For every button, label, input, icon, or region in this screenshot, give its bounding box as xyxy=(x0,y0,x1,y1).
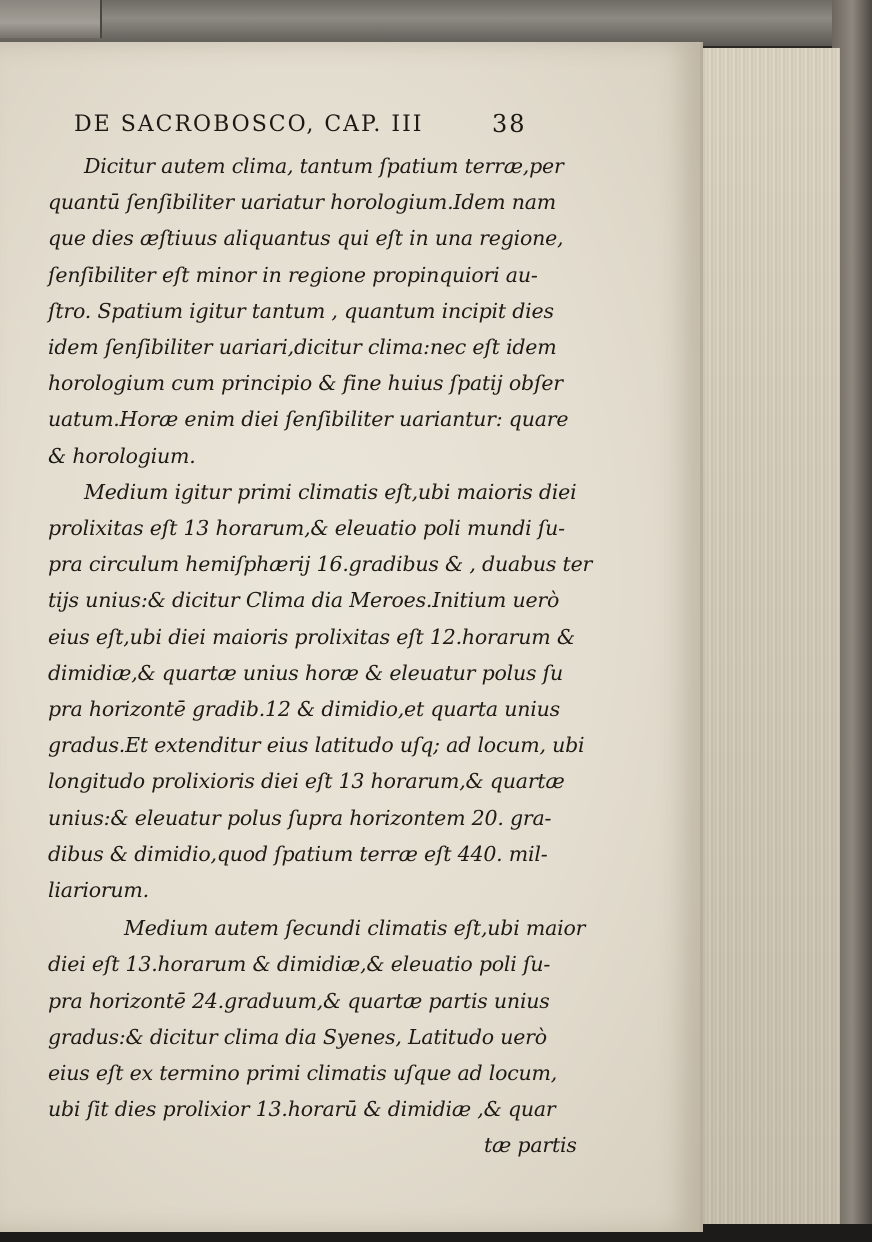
text-line: dibus & dimidio,quod ſpatium terræ eſt 440. mil- xyxy=(48,841,548,866)
text-line: liariorum. xyxy=(48,878,149,903)
text-line: gradus.Et extenditur eius latitudo uſq; ad locum, ubi xyxy=(48,733,585,758)
text-line: horologium cum principio & fine huius ſpatij obſer xyxy=(48,371,563,396)
book-cover-top-edge xyxy=(0,0,872,46)
text-line: pra horizontē gradib.12 & dimidio,et quarta unius xyxy=(48,697,560,722)
text-line: ſenſibiliter eſt minor in regione propinquiori au- xyxy=(48,262,538,287)
text-line: unius:& eleuatur polus ſupra horizontem 20. gra- xyxy=(48,805,552,830)
page-number: 38 xyxy=(492,110,527,138)
text-line: Medium igitur primi climatis eſt,ubi maioris diei xyxy=(84,479,577,504)
book-page xyxy=(0,42,703,1232)
text-line: longitudo prolixioris diei eſt 13 horarum,& quartæ xyxy=(48,769,565,794)
text-line: pra circulum hemiſphærij 16.gradibus & , duabus ter xyxy=(48,552,593,577)
text-line: eius eſt,ubi diei maioris prolixitas eſt 12.horarum & xyxy=(48,624,575,649)
paragraph-clima-definition xyxy=(48,148,568,474)
text-line: ubi ſit dies prolixior 13.horarū & dimidiæ ,& quar xyxy=(48,1097,556,1122)
paragraph-second-clima xyxy=(48,910,586,1163)
text-line: eius eſt ex termino primi climatis uſque ad locum, xyxy=(48,1061,558,1086)
text-line: idem ſenſibiliter uariari,dicitur clima:nec eſt idem xyxy=(48,335,557,360)
running-head xyxy=(48,108,568,148)
text-line: que dies æſtiuus aliquantus qui eſt in una regione, xyxy=(48,226,564,251)
text-line: & horologium. xyxy=(48,443,196,468)
book-cover-corner xyxy=(0,0,102,38)
catchword: tæ partis xyxy=(484,1133,577,1158)
text-line: tijs unius:& dicitur Clima dia Meroes.Initium uerò xyxy=(48,588,560,613)
page-stack-edges xyxy=(688,48,840,1234)
text-line: prolixitas eſt 13 horarum,& eleuatio poli mundi ſu- xyxy=(48,516,565,541)
text-line: Dicitur autem clima, tantum ſpatium terræ,per xyxy=(84,154,564,178)
running-head-title: DE SACROBOSCO, CAP. III xyxy=(74,112,424,137)
text-line: dimidiæ,& quartæ unius horæ & eleuatur polus ſu xyxy=(48,660,564,685)
text-line: gradus:& dicitur clima dia Syenes, Latitudo uerò xyxy=(48,1024,547,1049)
text-line: Medium autem ſecundi climatis eſt,ubi maior xyxy=(124,916,586,941)
text-line: diei eſt 13.horarum & dimidiæ,& eleuatio poli ſu- xyxy=(48,952,551,977)
text-line: uatum.Horæ enim diei ſenſibiliter uariantur: quare xyxy=(48,407,569,432)
text-line: pra horizontē 24.graduum,& quartæ partis unius xyxy=(48,988,550,1013)
text-line: ſtro. Spatium igitur tantum , quantum incipit dies xyxy=(48,298,554,323)
page-text-block xyxy=(48,108,593,1164)
paragraph-first-clima xyxy=(48,474,593,908)
text-line: quantū ſenſibiliter uariatur horologium.Idem nam xyxy=(48,190,557,215)
